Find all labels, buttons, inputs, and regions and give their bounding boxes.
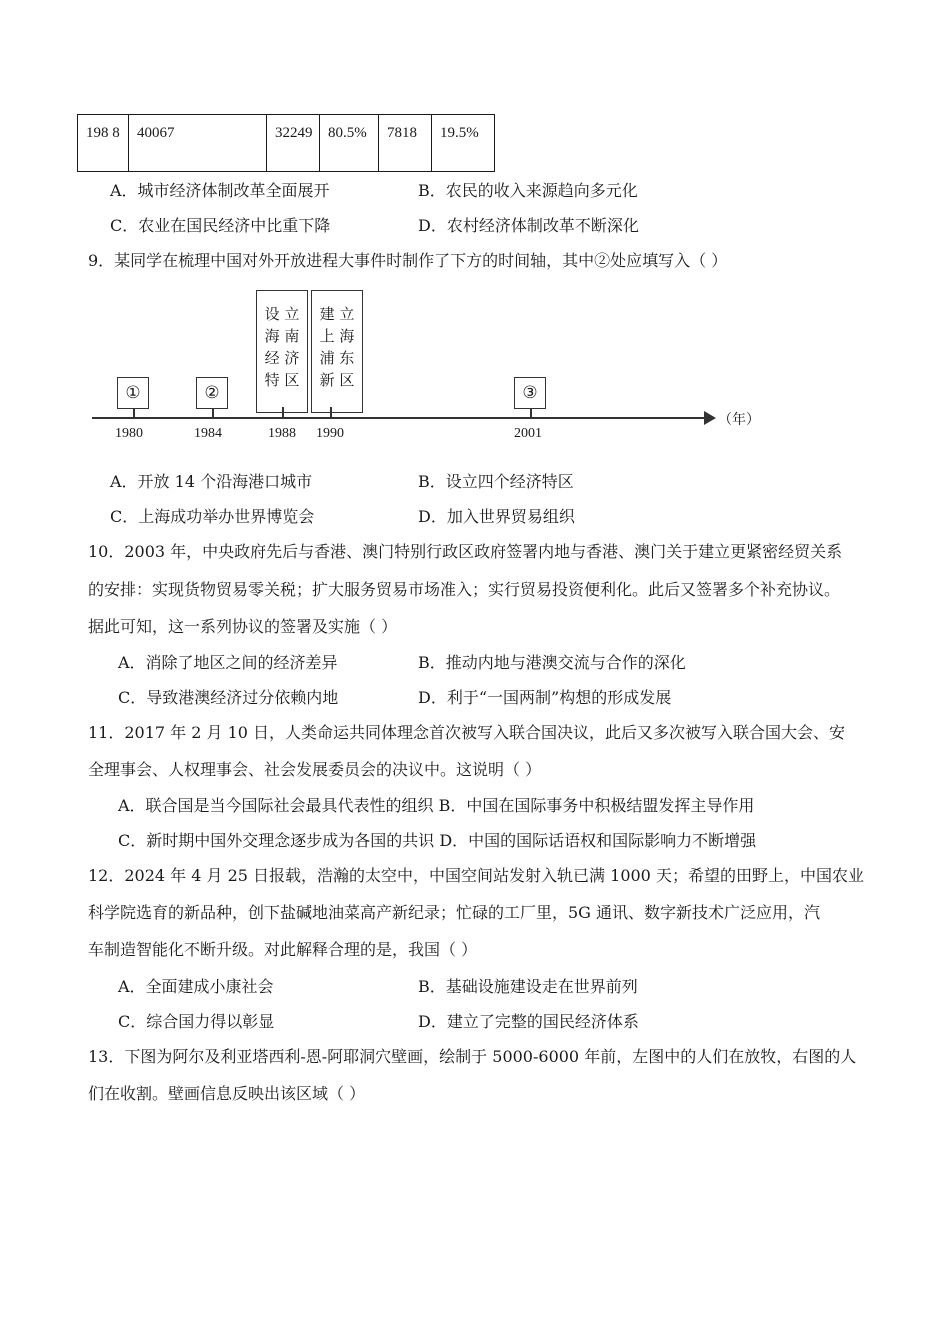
q11-stem-line: 全理事会、人权理事会、社会发展委员会的决议中。这说明（ ） bbox=[88, 760, 542, 779]
q9-option-b[interactable]: B．设立四个经济特区 bbox=[418, 472, 574, 491]
marker-stem bbox=[330, 407, 332, 417]
q8-option-a[interactable]: A．城市经济体制改革全面展开 bbox=[110, 181, 330, 200]
arrow-right-icon bbox=[704, 411, 716, 425]
table-cell: 7818 bbox=[379, 115, 432, 172]
timeline-marker-2: ② bbox=[196, 377, 228, 409]
event-line: 经 济 bbox=[264, 349, 300, 367]
year-label: 1988 bbox=[268, 426, 296, 441]
event-line: 海 南 bbox=[264, 327, 300, 345]
q10-option-b[interactable]: B．推动内地与港澳交流与合作的深化 bbox=[418, 653, 686, 672]
table-cell: 32249 bbox=[267, 115, 320, 172]
q9-stem: 9．某同学在梳理中国对外开放进程大事件时制作了下方的时间轴，其中②处应填写入（ ） bbox=[88, 251, 728, 270]
timeline-marker-3: ③ bbox=[514, 377, 546, 409]
table-cell: 19.5% bbox=[432, 115, 495, 172]
q9-option-d[interactable]: D．加入世界贸易组织 bbox=[418, 507, 575, 526]
q8-option-b[interactable]: B．农民的收入来源趋向多元化 bbox=[418, 181, 638, 200]
q8-option-c[interactable]: C．农业在国民经济中比重下降 bbox=[110, 216, 331, 235]
q12-stem-line: 12．2024 年 4 月 25 日报载，浩瀚的太空中，中国空间站发射入轨已满 1000 天；希望的田野上，中国农业 bbox=[88, 866, 864, 885]
timeline-figure bbox=[90, 285, 760, 450]
event-line: 新 区 bbox=[319, 371, 355, 389]
q10-stem-line: 据此可知，这一系列协议的签署及实施（ ） bbox=[88, 617, 398, 636]
marker-stem bbox=[282, 407, 284, 417]
q9-option-a[interactable]: A．开放 14 个沿海港口城市 bbox=[110, 472, 313, 491]
q13-stem-line: 们在收割。壁画信息反映出该区域（ ） bbox=[88, 1084, 366, 1103]
year-label: 1990 bbox=[316, 426, 344, 441]
table-row bbox=[78, 115, 495, 172]
q10-stem-line: 10．2003 年，中央政府先后与香港、澳门特别行政区政府签署内地与香港、澳门关于建立更紧密经贸关系 bbox=[88, 542, 843, 561]
event-line: 建 立 bbox=[319, 305, 355, 323]
timeline-marker-1: ① bbox=[117, 377, 149, 409]
event-line: 浦 东 bbox=[319, 349, 355, 367]
table-cell: 80.5% bbox=[320, 115, 379, 172]
q9-option-c[interactable]: C．上海成功举办世界博览会 bbox=[110, 507, 315, 526]
q8-option-d[interactable]: D．农村经济体制改革不断深化 bbox=[418, 216, 639, 235]
q13-stem-line: 13．下图为阿尔及利亚塔西利-恩-阿耶洞穴壁画，绘制于 5000-6000 年前，左图中的人们在放牧，右图的人 bbox=[88, 1047, 857, 1066]
timeline-axis bbox=[92, 417, 710, 419]
q10-option-c[interactable]: C．导致港澳经济过分依赖内地 bbox=[118, 688, 339, 707]
q10-option-a[interactable]: A．消除了地区之间的经济差异 bbox=[118, 653, 338, 672]
year-label: 2001 bbox=[514, 426, 542, 441]
table-cell-year: 198 8 bbox=[78, 115, 129, 172]
year-label: 1980 bbox=[115, 426, 143, 441]
event-line: 设 立 bbox=[264, 305, 300, 323]
q12-option-a[interactable]: A．全面建成小康社会 bbox=[118, 977, 274, 996]
q12-option-b[interactable]: B．基础设施建设走在世界前列 bbox=[418, 977, 638, 996]
event-box-pudong bbox=[311, 290, 363, 413]
q10-stem-line: 的安排：实现货物贸易零关税；扩大服务贸易市场准入；实行贸易投资便利化。此后又签署多个补充协议。 bbox=[88, 580, 841, 599]
marker-stem bbox=[133, 409, 135, 417]
q11-stem-line: 11．2017 年 2 月 10 日，人类命运共同体理念首次被写入联合国决议，此后又多次被写入联合国大会、安 bbox=[88, 723, 846, 742]
q11-options-ab[interactable]: A．联合国是当今国际社会最具代表性的组织 B．中国在国际事务中积极结盟发挥主导作用 bbox=[118, 796, 755, 815]
data-table bbox=[77, 114, 495, 172]
marker-stem bbox=[530, 409, 532, 417]
event-line: 特 区 bbox=[264, 371, 300, 389]
q12-option-c[interactable]: C．综合国力得以彰显 bbox=[118, 1012, 275, 1031]
q10-option-d[interactable]: D．利于“一国两制”构想的形成发展 bbox=[418, 688, 672, 707]
year-label: 1984 bbox=[194, 426, 222, 441]
marker-stem bbox=[212, 409, 214, 417]
axis-unit: （年） bbox=[718, 412, 760, 428]
q12-stem-line: 科学院选育的新品种，创下盐碱地油菜高产新纪录；忙碌的工厂里，5G 通讯、数字新技术广泛应用，汽 bbox=[88, 903, 821, 922]
table-cell: 40067 bbox=[129, 115, 267, 172]
q12-option-d[interactable]: D．建立了完整的国民经济体系 bbox=[418, 1012, 639, 1031]
q11-options-cd[interactable]: C．新时期中国外交理念逐步成为各国的共识 D．中国的国际话语权和国际影响力不断增强 bbox=[118, 831, 757, 850]
q12-stem-line: 车制造智能化不断升级。对此解释合理的是，我国（ ） bbox=[88, 940, 478, 959]
event-box-hainan bbox=[256, 290, 308, 413]
event-line: 上 海 bbox=[319, 327, 355, 345]
